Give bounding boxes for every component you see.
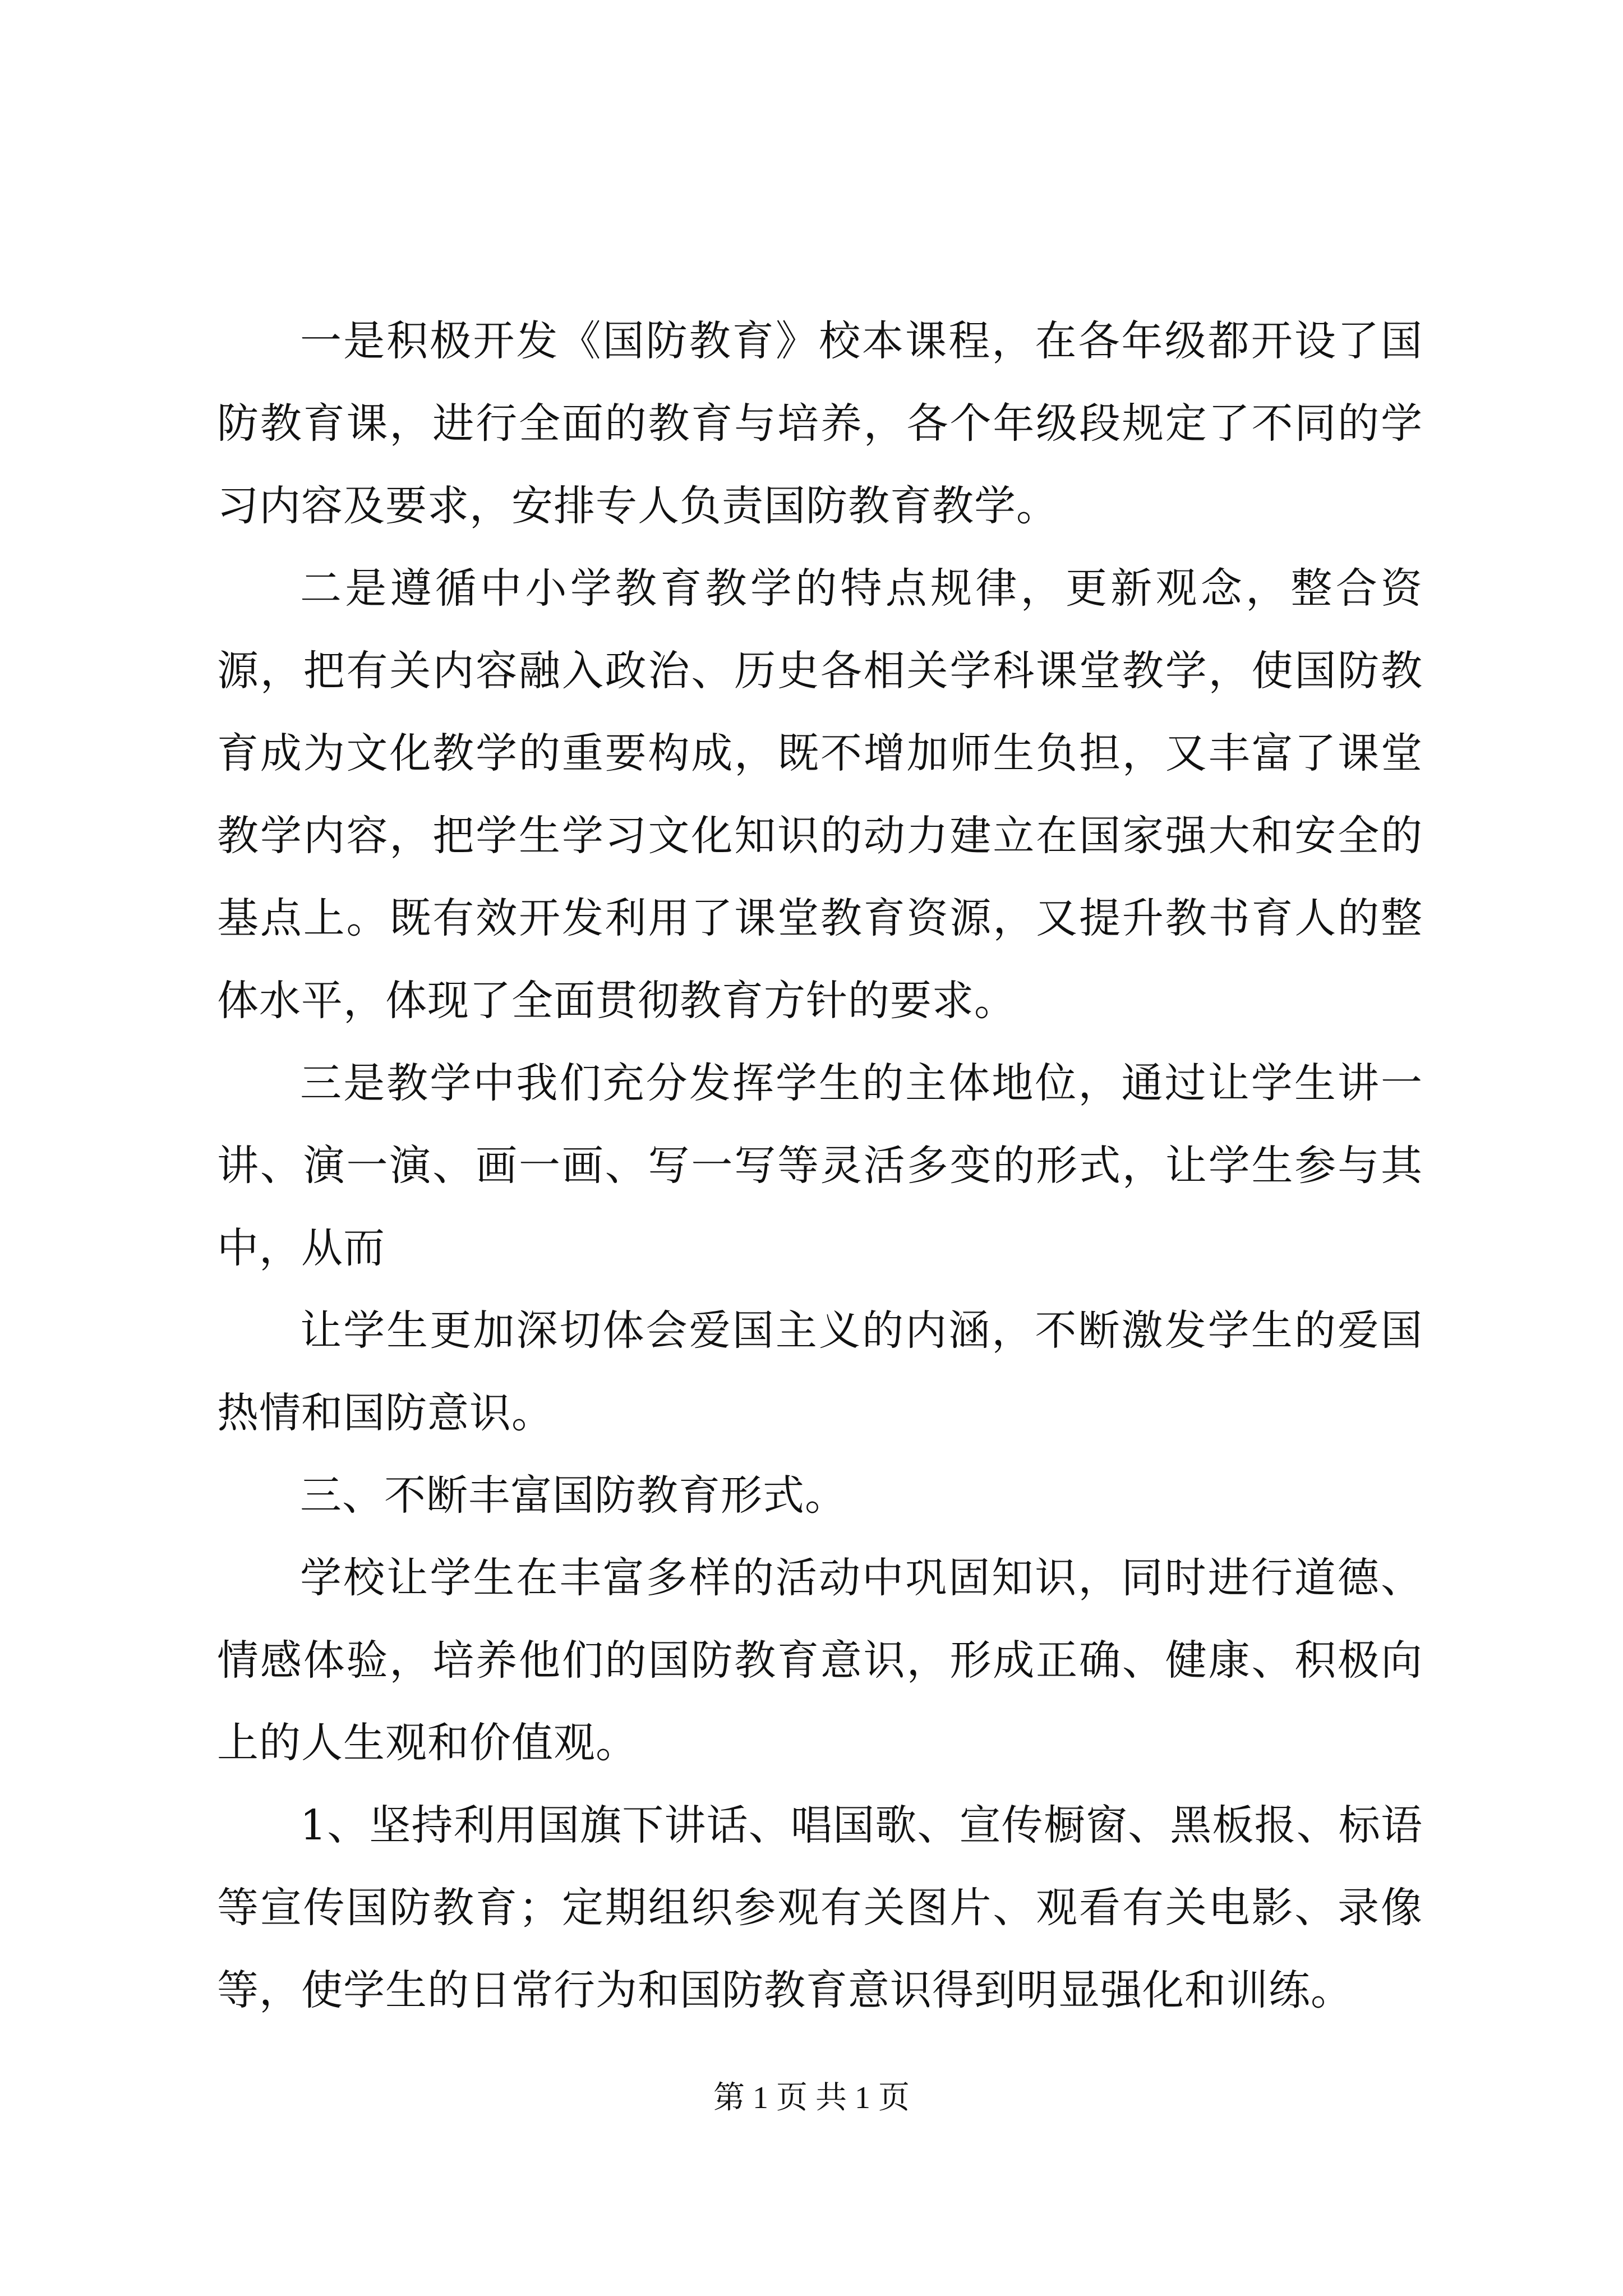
paragraph-1: 一是积极开发《国防教育》校本课程，在各年级都开设了国防教育课，进行全面的教育与培养，各个年级段规定了不同的学习内容及要求，安排专人负责国防教育教学。 xyxy=(217,317,1423,530)
paragraph-2: 二是遵循中小学教育教学的特点规律，更新观念，整合资源，把有关内容融入政治、历史各相关学科课堂教学，使国防教育成为文化教学的重要构成，既不增加师生负担，又丰富了课堂教学内容，把学生学习文化知识的动力建立在国家强大和安全的基点上。既有效开发利用了课堂教育资源，又提升教书育人的整体水平，体现了全面贯彻教育方针的要求。 xyxy=(217,564,1423,1025)
paragraph-3: 三是教学中我们充分发挥学生的主体地位，通过让学生讲一讲、演一演、画一画、写一写等灵活多变的形式，让学生参与其中，从而 xyxy=(217,1059,1423,1272)
section-heading: 三、不断丰富国防教育形式。 xyxy=(300,1471,847,1520)
paragraph-6: 1、坚持利用国旗下讲话、唱国歌、宣传橱窗、黑板报、标语等宣传国防教育；定期组织参观有关图片、观看有关电影、录像等，使学生的日常行为和国防教育意识得到明显强化和训练。 xyxy=(217,1801,1423,2014)
page-footer: 第 1 页 共 1 页 xyxy=(713,2081,910,2115)
document-body xyxy=(217,300,1423,2032)
paragraph-5: 学校让学生在丰富多样的活动中巩固知识，同时进行道德、情感体验，培养他们的国防教育意识，形成正确、健康、积极向上的人生观和价值观。 xyxy=(217,1554,1423,1767)
paragraph-4: 让学生更加深切体会爱国主义的内涵，不断激发学生的爱国热情和国防意识。 xyxy=(217,1306,1423,1437)
